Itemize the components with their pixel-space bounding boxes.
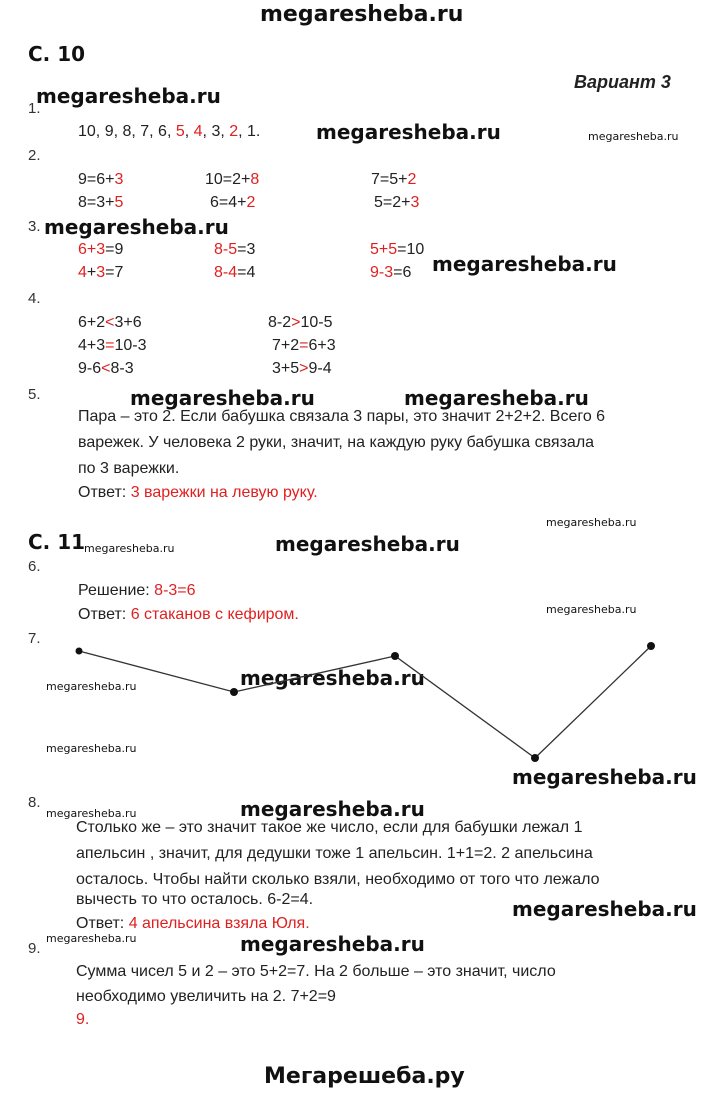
seq-part-red: 4	[193, 123, 203, 140]
watermark: megaresheba.ru	[432, 252, 617, 276]
equation: 5=2+3	[374, 194, 420, 211]
equation: 6=4+2	[210, 194, 256, 211]
task-number: 9.	[28, 940, 41, 957]
watermark: megaresheba.ru	[316, 120, 501, 144]
watermark: megaresheba.ru	[546, 603, 637, 616]
watermark: megaresheba.ru	[46, 742, 137, 755]
comparison: 9-6<8-3	[78, 360, 134, 377]
task9-line: Сумма чисел 5 и 2 – это 5+2=7. На 2 больше – это значит, число	[76, 963, 556, 980]
equation: 7=5+2	[371, 171, 417, 188]
watermark: megaresheba.ru	[84, 542, 175, 555]
watermark: megaresheba.ru	[404, 386, 589, 410]
equation: 8=3+5	[78, 194, 124, 211]
equation: 9-3=6	[370, 264, 412, 281]
watermark: megaresheba.ru	[275, 532, 460, 556]
task8-line: вычесть то что осталось. 6-2=4.	[76, 891, 314, 908]
top-watermark: megaresheba.ru	[260, 2, 464, 27]
watermark: megaresheba.ru	[240, 932, 425, 956]
equation: 6+3=9	[78, 241, 124, 258]
comparison: 3+5>9-4	[272, 360, 332, 377]
equation: 4+3=7	[78, 264, 124, 281]
task-number: 7.	[28, 630, 41, 647]
task-number: 1.	[28, 100, 41, 117]
line-point	[76, 648, 83, 655]
watermark: megaresheba.ru	[46, 932, 137, 945]
comparison: 8-2>10-5	[268, 314, 333, 331]
seq-part: , 1.	[238, 123, 261, 140]
line-point	[647, 642, 655, 650]
task-number: 8.	[28, 794, 41, 811]
watermark: megaresheba.ru	[512, 765, 697, 789]
line-point	[391, 652, 399, 660]
task8-line: Столько же – это значит такое же число, если для бабушки лежал 1	[76, 819, 583, 836]
watermark: megaresheba.ru	[36, 84, 221, 108]
seq-part: , 3,	[202, 123, 230, 140]
line-point	[230, 688, 238, 696]
comparison: 6+2<3+6	[78, 314, 142, 331]
broken-line	[79, 646, 651, 758]
task6-solution: Решение: 8-3=6	[78, 582, 196, 599]
comparison: 7+2=6+3	[272, 337, 336, 354]
task6-answer: Ответ: 6 стаканов с кефиром.	[78, 606, 299, 623]
seq-part: 10, 9, 8, 7, 6,	[78, 123, 176, 140]
equation: 5+5=10	[370, 241, 425, 258]
task8-line: осталось. Чтобы найти сколько взяли, необходимо от того что лежало	[76, 871, 600, 888]
variant-label: Вариант 3	[574, 72, 671, 92]
watermark: megaresheba.ru	[240, 797, 425, 821]
task-number: 5.	[28, 386, 41, 403]
footer-watermark: Мегарешеба.ру	[264, 1064, 465, 1089]
page-heading-11: С. 11	[28, 530, 86, 554]
task-number: 6.	[28, 558, 41, 575]
watermark: megaresheba.ru	[46, 680, 137, 693]
watermark: megaresheba.ru	[512, 897, 697, 921]
watermark: megaresheba.ru	[44, 215, 229, 239]
task9-answer: 9.	[76, 1011, 90, 1028]
seq-part-red: 2	[229, 123, 239, 140]
equation: 10=2+8	[205, 171, 260, 188]
watermark: megaresheba.ru	[588, 130, 679, 143]
watermark: megaresheba.ru	[546, 516, 637, 529]
page-heading-10: С. 10	[28, 42, 86, 66]
seq-part: ,	[184, 123, 194, 140]
watermark: megaresheba.ru	[240, 666, 425, 690]
watermark: megaresheba.ru	[46, 807, 137, 820]
task8-answer: Ответ: 4 апельсина взяла Юля.	[76, 915, 310, 932]
task5-line: варежек. У человека 2 руки, значит, на каждую руку бабушка связала	[78, 434, 595, 451]
equation: 8-4=4	[214, 264, 256, 281]
task5-line: по 3 варежки.	[78, 460, 180, 477]
equation: 8-5=3	[214, 241, 256, 258]
task-number: 4.	[28, 290, 41, 307]
seq-part-red: 5	[175, 123, 185, 140]
watermark: megaresheba.ru	[130, 386, 315, 410]
task-number: 3.	[28, 218, 41, 235]
task9-line: необходимо увеличить на 2. 7+2=9	[76, 988, 336, 1005]
task8-line: апельсин , значит, для дедушки тоже 1 апельсин. 1+1=2. 2 апельсина	[76, 845, 593, 862]
comparison: 4+3=10-3	[78, 337, 147, 354]
task5-line: Пара – это 2. Если бабушка связала 3 пары, это значит 2+2+2. Всего 6	[78, 408, 606, 425]
task-number: 2.	[28, 147, 41, 164]
line-point	[531, 754, 539, 762]
task5-answer: Ответ: 3 варежки на левую руку.	[78, 484, 318, 501]
equation: 9=6+3	[78, 171, 124, 188]
